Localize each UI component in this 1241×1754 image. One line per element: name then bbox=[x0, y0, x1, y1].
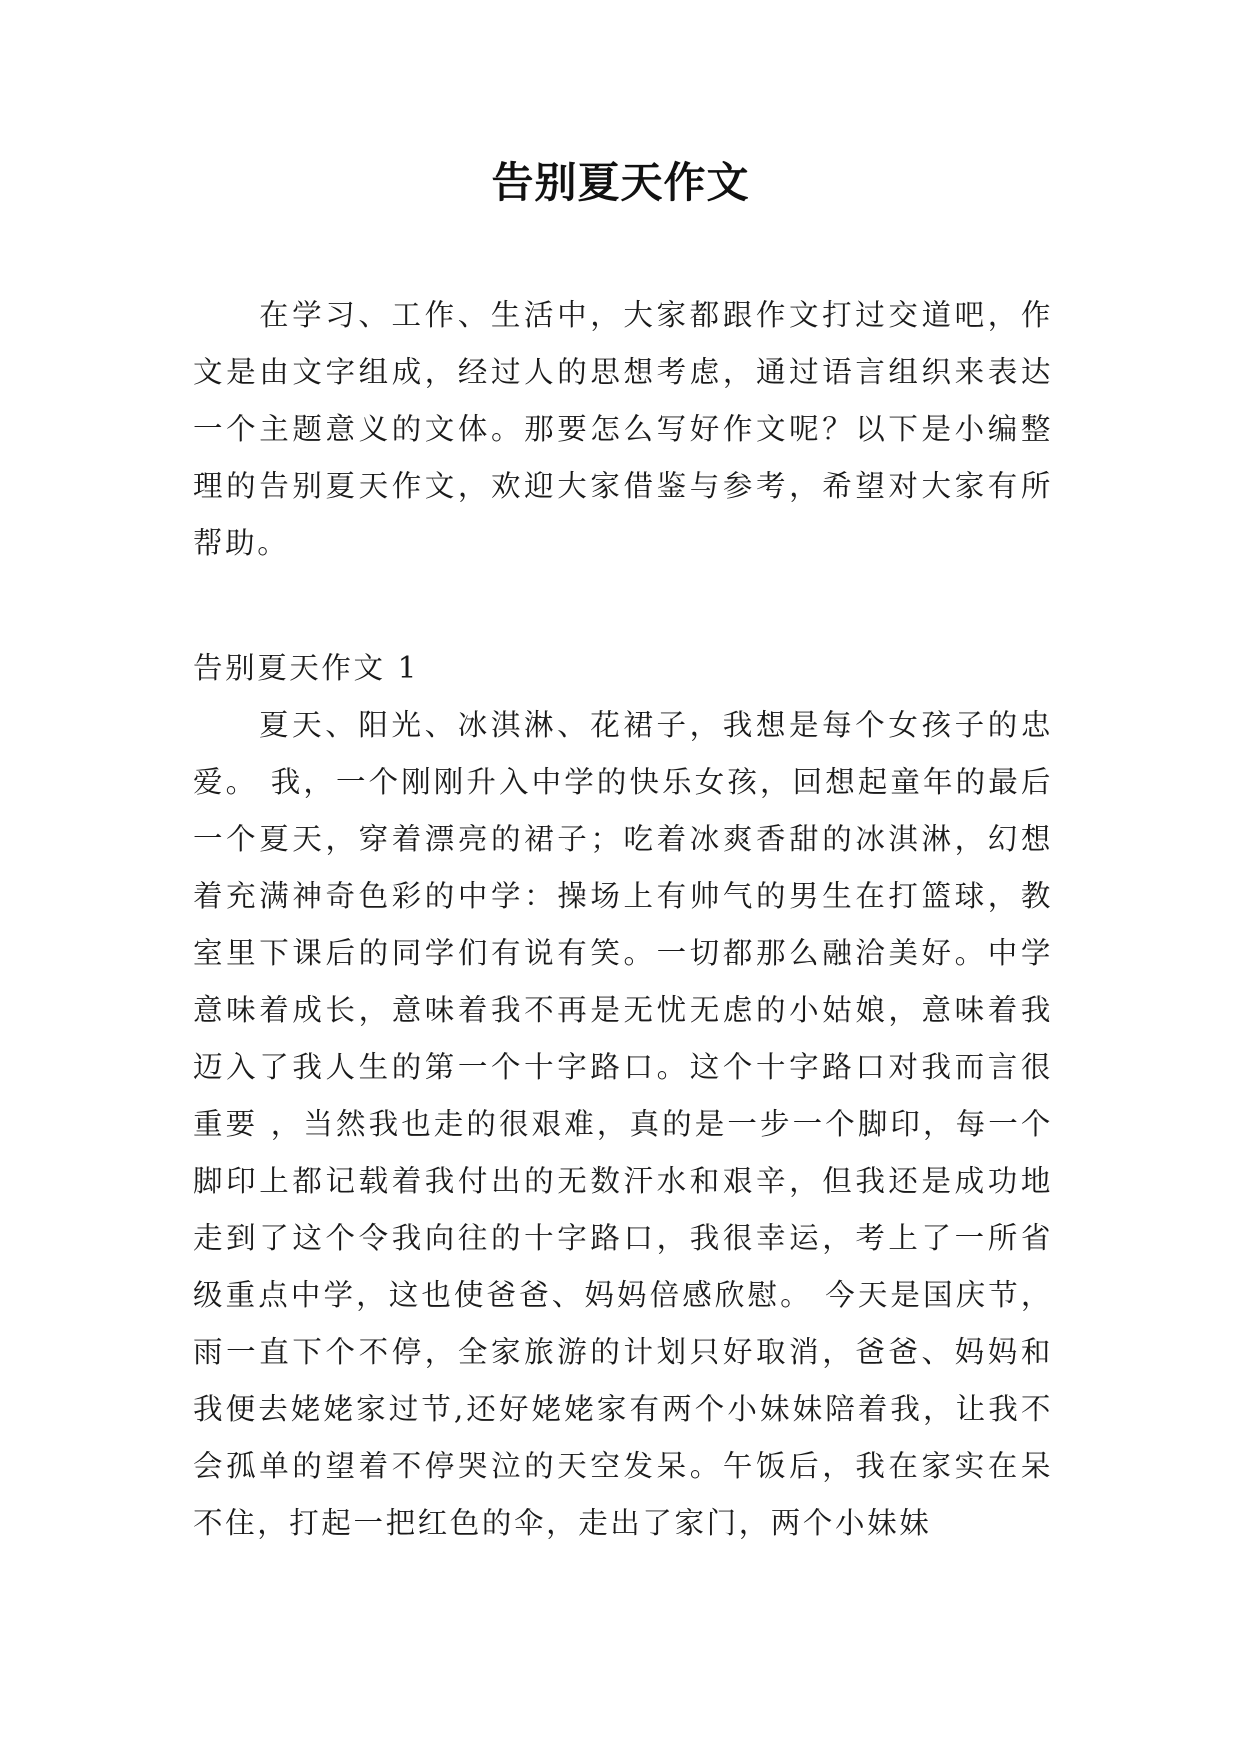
document-title: 告别夏天作文 bbox=[491, 158, 750, 207]
section-body-paragraph: 夏天、阳光、冰淇淋、花裙子，我想是每个女孩子的忠爱。 我，一个刚刚升入中学的快乐女孩，回想起童年的最后一个夏天，穿着漂亮的裙子；吃着冰爽香甜的冰淇淋，幻想着充满神奇色彩的中学：操场上有帅气的男生在打篮球，教室里下课后的同学们有说有笑。一切都那么融洽美好。中学意味着成长，意味着我不再是无忧无虑的小姑娘，意味着我迈入了我人生的第一个十字路口。这个十字路口对我而言很重要 ，当然我也走的很艰难，真的是一步一个脚印，每一个脚印上都记载着我付出的无数汗水和艰辛，但我还是成功地走到了这个令我向往的十字路口，我很幸运，考上了一所省级重点中学，这也使爸爸、妈妈倍感欣慰。 今天是国庆节，雨一直下个不停，全家旅游的计划只好取消，爸爸、妈妈和我便去姥姥家过节,还好姥姥家有两个小妹妹陪着我，让我不会孤单的望着不停哭泣的天空发呆。午饭后，我在家实在呆不住，打起一把红色的伞，走出了家门，两个小妹妹 bbox=[193, 708, 1053, 1540]
intro-paragraph: 在学习、工作、生活中，大家都跟作文打过交道吧，作文是由文字组成，经过人的思想考虑，通过语言组织来表达一个主题意义的文体。那要怎么写好作文呢？以下是小编整理的告别夏天作文，欢迎大家借鉴与参考，希望对大家有所帮助。 bbox=[193, 298, 1053, 560]
section-heading: 告别夏天作文 1 bbox=[193, 651, 419, 685]
